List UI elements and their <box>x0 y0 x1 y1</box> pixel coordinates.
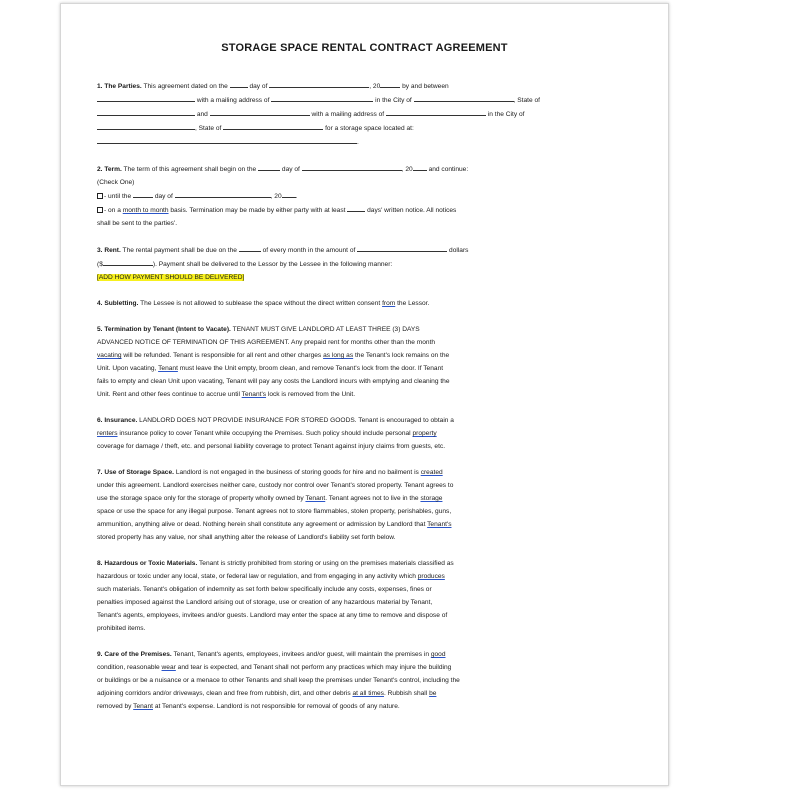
until-year-blank[interactable] <box>282 189 296 198</box>
party-2-state-blank[interactable] <box>223 121 323 130</box>
document-page <box>60 3 669 786</box>
until-day-blank[interactable] <box>133 189 153 198</box>
section-rent: 3. Rent. The rental payment shall be due on the of every month in the amount of dollars ($ ). Payment shall be delivered to the Lessor by the Lessee in the following manner: [ADD HOW PAYMENT SHOULD BE DELIVERED] <box>97 243 642 284</box>
document-body <box>97 79 642 726</box>
party-1-address-blank[interactable] <box>271 93 373 102</box>
term-year-blank[interactable] <box>413 162 427 171</box>
term-monthly-checkbox[interactable] <box>97 207 103 213</box>
party-1-city-blank[interactable] <box>414 93 514 102</box>
section-heading: 1. The Parties. <box>97 83 142 90</box>
section-heading: 9. Care of the Premises. <box>97 651 172 658</box>
section-heading: 3. Rent. <box>97 247 121 254</box>
parties-line-4: , State of for a storage space located at: <box>97 121 642 135</box>
section-termination: 5. Termination by Tenant (Intent to Vacate). TENANT MUST GIVE LANDLORD AT LEAST THREE (3) DAYS ADVANCED NOTICE OF TERMINATION OF THIS AGREEMENT. Any prepaid rent for months other than the month vacating will be refunded. Tenant is responsible for all rent and other charges as long as the Tenant's lock remains on the Unit. Upon vacating, Tenant must leave the Unit empty, broom clean, and remove Tenant's lock from the door. If Tenant fails to empty and clean Unit upon vacating, Tenant will pay any costs the Landlord incurs with emptying and cleaning the Unit. Rent and other fees continue to accrue until Tenant's lock is removed from the Unit. <box>97 326 450 398</box>
storage-location-blank[interactable] <box>97 135 357 144</box>
section-heading: 8. Hazardous or Toxic Materials. <box>97 560 198 567</box>
party-2-name-blank[interactable] <box>210 107 310 116</box>
section-insurance: 6. Insurance. LANDLORD DOES NOT PROVIDE INSURANCE FOR STORED GOODS. Tenant is encouraged to obtain a renters insurance policy to cover Tenant while occupying the Premises. Such policy should include personal property coverage for damage / theft, etc. and personal liability coverage to protect Tenant against injury claims from guests, etc. <box>97 417 454 450</box>
section-parties <box>97 79 642 149</box>
parties-line-3: and with a mailing address of in the City of <box>97 107 642 121</box>
until-month-blank[interactable] <box>175 189 271 198</box>
rent-amount-blank[interactable] <box>103 257 153 266</box>
party-1-state-blank[interactable] <box>97 107 195 116</box>
term-until-checkbox[interactable] <box>97 193 103 199</box>
parties-line-5: . <box>97 135 642 149</box>
day-blank[interactable] <box>230 79 248 88</box>
month-blank[interactable] <box>269 79 369 88</box>
term-option-until: - until the day of , 20 . <box>97 189 642 203</box>
notice-days-blank[interactable] <box>347 203 365 212</box>
section-use-of-storage: 7. Use of Storage Space. Landlord is not engaged in the business of storing goods for hire and no bailment is created under this agreement. Landlord exercises neither care, custody nor control over Tenant's stored property. Tenant agrees to use the storage space only for the storage of property wholly owned by Tenant. Tenant agrees not to live in the storage space or use the space for any illegal purpose. Tenant agrees not to store flammables, stolen property, perishables, guns, ammunition, anything alive or dead. Nothing herein shall constitute any agreement or admission by Landlord that Tenant's stored property has any value, nor shall anything alter the release of Landlord's liability set forth below. <box>97 469 454 541</box>
term-day-blank[interactable] <box>258 162 280 171</box>
parties-line-1: 1. The Parties. This agreement dated on the day of , 20 by and between <box>97 79 642 93</box>
payment-method-placeholder[interactable]: [ADD HOW PAYMENT SHOULD BE DELIVERED] <box>97 274 245 281</box>
section-heading: 4. Subletting. <box>97 300 139 307</box>
rent-amount-words-blank[interactable] <box>357 243 447 252</box>
party-2-address-blank[interactable] <box>386 107 486 116</box>
section-term: 2. Term. The term of this agreement shall begin on the day of , 20 and continue: (Check One) - until the day of , 20 . - on a month to month basis. Termination may be made by either party with at least days' written notice. All notices shall be sent to the parties'. <box>97 162 642 230</box>
party-1-name-blank[interactable] <box>97 93 195 102</box>
year-blank[interactable] <box>380 79 400 88</box>
section-heading: 2. Term. <box>97 166 122 173</box>
party-2-city-blank[interactable] <box>97 121 195 130</box>
section-hazardous-materials: 8. Hazardous or Toxic Materials. Tenant is strictly prohibited from storing or using on the premises materials classified as hazardous or toxic under any local, state, or federal law or regulation, and from engaging in any activity which produces such materials. Tenant's obligation of indemnity as set forth below specifically include any costs, expenses, fines or penalties imposed against the Landlord arising out of storage, use or creation of any hazardous material by Tenant, Tenant's agents, employees, invitees and/or guests. Landlord may enter the space at any time to remove and dispose of prohibited items. <box>97 560 454 632</box>
section-heading: 5. Termination by Tenant (Intent to Vacate). <box>97 326 231 333</box>
term-month-blank[interactable] <box>302 162 402 171</box>
section-heading: 6. Insurance. <box>97 417 138 424</box>
section-care-of-premises: 9. Care of the Premises. Tenant, Tenant's agents, employees, invitees and/or guest, will maintain the premises in good condition, reasonable wear and tear is expected, and Tenant shall not perform any practices which may injure the building or buildings or be a nuisance or a menace to other Tenants and shall keep the premises under Tenant's control, including the adjoining corridors and/or driveways, clean and free from rubbish, dirt, and other debris at all times. Rubbish shall be removed by Tenant at Tenant's expense. Landlord is not responsible for removal of goods of any nature. <box>97 651 460 710</box>
rent-due-day-blank[interactable] <box>239 243 261 252</box>
document-title: STORAGE SPACE RENTAL CONTRACT AGREEMENT <box>221 42 508 54</box>
section-heading: 7. Use of Storage Space. <box>97 469 174 476</box>
term-option-monthly: - on a month to month basis. Termination may be made by either party with at least days' written notice. All notices <box>97 203 642 217</box>
parties-line-2: with a mailing address of in the City of , State of <box>97 93 642 107</box>
section-subletting: 4. Subletting. The Lessee is not allowed to sublease the space without the direct written consent from the Lessor. <box>97 300 430 307</box>
